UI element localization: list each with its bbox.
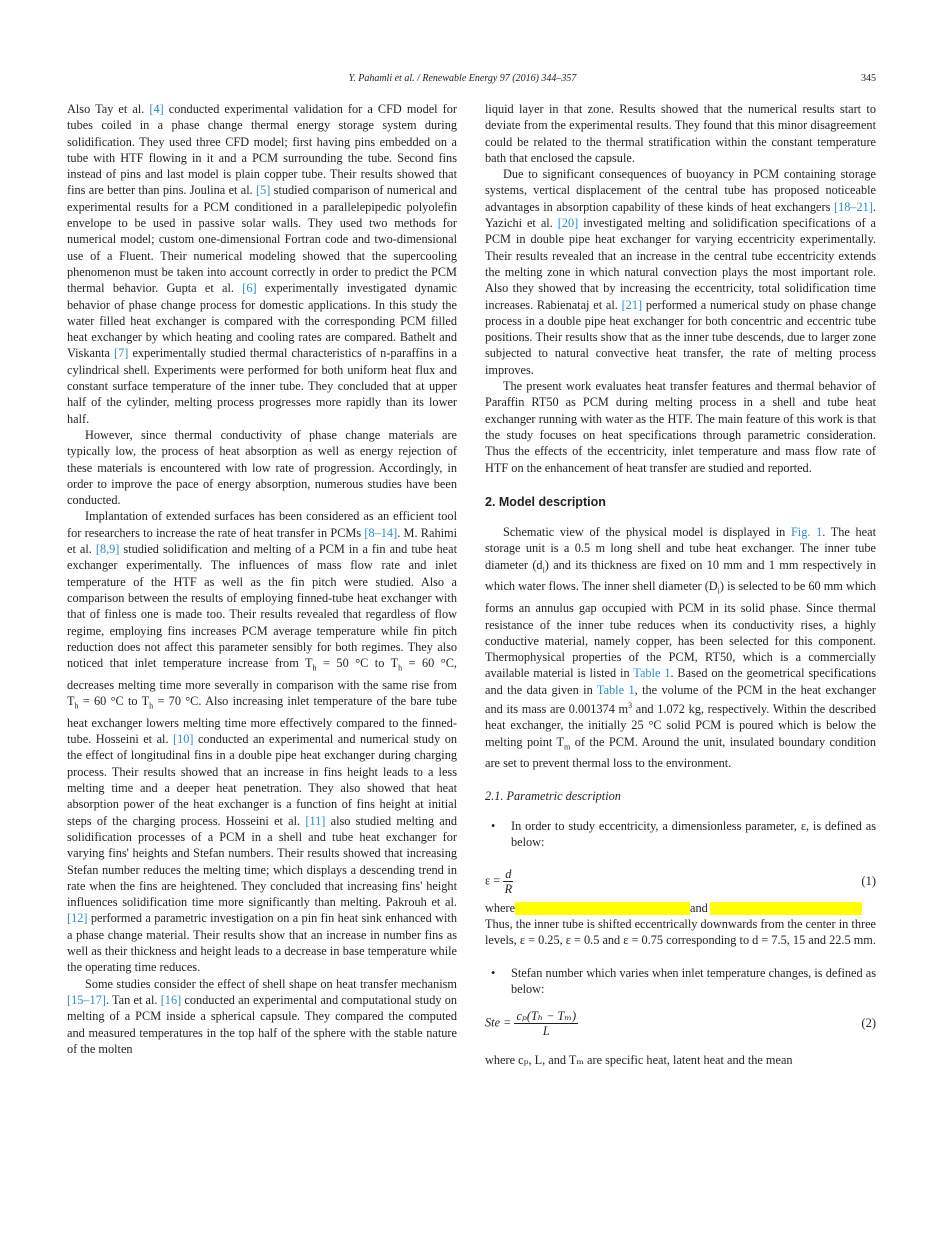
where-line: where and <box>485 900 876 916</box>
equation-lhs: Ste = <box>485 1015 512 1030</box>
figure-link[interactable]: Fig. 1 <box>790 525 823 540</box>
citation-link[interactable]: [12] <box>67 911 88 926</box>
section-heading: 2. Model description <box>485 494 606 509</box>
table-link[interactable]: Table 1 <box>633 666 671 681</box>
equation-2 <box>485 1009 876 1038</box>
fraction: $\frac{d}{R}$ <box>504 866 513 896</box>
journal-citation: Y. Pahamli et al. / Renewable Energy 97 (2016) 344–357 <box>348 73 577 84</box>
citation-link[interactable]: [15–17] <box>67 992 106 1007</box>
subsection-heading: 2.1. Parametric description <box>485 788 621 803</box>
bullet-icon: • <box>491 819 496 834</box>
citation-link[interactable]: [10] <box>173 732 194 747</box>
paragraph: liquid layer in that zone. Results showed that the numerical results start to deviate from the experimental results. They found that this minor disagreement could be related to the thermal stratification within the constant temperature bath that enclosed the capsule. <box>485 102 876 165</box>
equation-number: (2) <box>861 1016 876 1031</box>
citation-link[interactable]: [18–21] <box>833 199 873 214</box>
citation-link[interactable]: [20] <box>557 216 579 231</box>
right-column <box>485 101 876 1068</box>
paragraph: Due to significant consequences of buoyancy in PCM containing storage systems, vertical displacement of the central tube has proposed noticeable advantages in absorption capability of these kinds of heat exchangers [18–21]. Yazichi et al. [20] investigated melting and solidification specifications of a PCM in double pipe heat exchanger for varying eccentricity experimentally. Their results revealed that an increase in the central tube eccentricity extends the melting zone in which natural convection plays the most important role. Also they showed that by increasing the eccentricity, total solidification time increases. Rabienataj et al. [21] performed a numerical study on phase change process in a double pipe heat exchanger for both concentric and eccentric tube positions. Their results show that as the inner tube descends, due to larger zone subjected to natural convective heat transfer, the rate of melting process improves. <box>485 167 876 377</box>
page-number: 345 <box>861 73 876 84</box>
bullet-item: • Stefan number which varies when inlet temperature changes, is defined as below: <box>485 965 876 998</box>
citation-link[interactable]: [5] <box>256 183 271 198</box>
bullet-icon: • <box>491 965 496 980</box>
paragraph: Thus, the inner tube is shifted eccentrically downwards from the center in three levels, ε = 0.25, ε = 0.5 and ε = 0.75 corresponding to d = 7.5, 15 and 22.5 mm. <box>485 916 876 948</box>
bullet-item: • In order to study eccentricity, a dimensionless parameter, ε, is defined as below: <box>485 818 876 851</box>
table-link[interactable]: Table 1 <box>596 682 635 697</box>
fraction: $\frac{\text{cₚ(Tₕ − Tₘ)}}{L}$ <box>516 1009 577 1039</box>
paragraph: The present work evaluates heat transfer features and thermal behavior of Paraffin RT50 as PCM during melting process in a shell and tube heat exchanger running with water as the HTF. The main feature of this work is that the study focuses on heat specifications through parametric consideration. Thus the effects of the eccentricity, inlet temperature and mass flow rate of HTF on the enhancement of heat transfer are studied and reported. <box>485 379 876 475</box>
citation-link[interactable]: [11] <box>305 813 326 828</box>
paragraph: Implantation of extended surfaces has been considered as an efficient tool for researchers to increase the rate of heat transfer in PCMs [8–14]. M. Rahimi et al. [8,9] studied solidification and melting of a PCM in a fin and tube heat exchanger experimentally. The influences of mass flow rate and inlet temperature of the HTF as well as the fin pitch were studied. Also a comparison between the results of employing finned-tube heat exchanger with that of finless one is made too. Their results revealed that regardless of flow regime, employing fins increases PCM average temperature while fin pitch reduction does not affect this parameter sensibly for both regimes. They also noticed that inlet temperature increase from $T_h = 50$ °C to $T_h = 60$ °C, decreases melting time more severally in comparison with the same rise from $T_h = 60$ °C to $T_h = 70$ °C. Also increasing inlet temperature of the bare tube heat exchanger lowers melting time more effectively compared to the finned-tube. Hosseini et al. [10] conducted an experimental and numerical study on the effect of longitudinal fins in a double pipe heat exchanger during charging process. Their results showed that an increase in fins height leads to a less melting time and a deeper heat penetration. They also showed that heat absorption power of the heat exchanger is a function of fins height at initial steps of the charging process. Hosseini et al. [11] also studied melting and solidification processes of a PCM in a shell and tube heat exchanger for varying fins' heights and Stefan numbers. Their results showed that increasing Stefan number reduces the melting time; which displays a descending trend in rate when the fins are heightened. They concluded that increasing fins' height influences solidification time more significantly than melting. Pakrouh et al. [12] performed a parametric investigation on a pin fin heat sink enhanced with a phase change material. Their results show that an increase in number fins as well as their thickness and height leads to a decrease in base temperature while the operating time reduces. <box>67 509 458 975</box>
paragraph: Schematic view of the physical model is displayed in Fig. 1. The heat storage unit is a 0.5 m long shell and tube heat exchanger. The inner tube diameter $(d_i)$ and its thickness are fixed on 10 mm and 1 mm respectively in which water flows. The inner shell diameter $(D_i)$ is selected to be 60 mm which forms an annulus gap occupied with PCM in its solid phase. Since thermal resistance of the inner tube reduces when its conductivity rises, a highly conductive material, namely copper, has been selected for this component. Thermophysical properties of the PCM, RT50, which is a commercially available material is listed in Table 1. Based on the geometrical specifications and the data given in Table 1, the volume of the PCM in the heat exchanger and its mass are 0.001374 $m^3$ and 1.072 kg, respectively. Within the described heat exchanger, the initially 25 °C solid PCM is poured which is below the melting point $T_m$ of the PCM. Around the unit, insulated boundary condition are set to prevent thermal loss to the environment. <box>485 525 877 771</box>
left-column <box>67 101 457 1057</box>
equation-number: (1) <box>861 873 876 888</box>
citation-link[interactable]: [21] <box>621 297 643 312</box>
running-header <box>0 73 925 91</box>
highlight-mark <box>515 902 690 915</box>
citation-link[interactable]: [8,9] <box>95 542 120 557</box>
paragraph: where cₚ, L, and Tₘ are specific heat, latent heat and the mean <box>485 1053 793 1068</box>
paragraph: Some studies consider the effect of shell shape on heat transfer mechanism [15–17]. Tan et al. [16] conducted an experimental and computational study on melting of a PCM inside a spherical capsule. They compared the computed and measured temperatures in the top half of the sphere with the stable nature of the molten <box>67 976 458 1056</box>
paragraph: However, since thermal conductivity of phase change materials are typically low, the process of heat absorption as well as energy rejection of these materials is encountered with low rate of progression. Accordingly, in order to improve the pace of energy absorption, numerous studies have been conducted. <box>67 427 457 508</box>
citation-link[interactable]: [7] <box>114 346 129 361</box>
paragraph: Also Tay et al. [4] conducted experimental validation for a CFD model for tubes coiled in a phase change thermal energy storage system during solidification. They used three CFD model; first having pins embedded on a tube with HTF flowing in it and a PCM surrounding the tube. Second fins instead of pins and last model is plain copper tube. Their results showed that fins are better than pins. Joulina et al. [5] studied comparison of numerical and experimental results for a PCM conditioned in a parallelepipedic polyolefin envelope to be used in passive solar walls. They used two methods for numerical model; custom one-dimensional Fortran code and two-dimensional use of a Fluent. Their numerical modeling showed that the supercooling phenomenon must be taken into account correctly in order to predict the PCM thermal behavior. Gupta et al. [6] experimentally investigated dynamic behavior of phase change process for domestic applications. In this study the water filled heat exchanger is compared with the corresponding PCM filled heat exchanger by which heating and cooling rates are compared. Bathelt and Viskanta [7] experimentally studied thermal characteristics of n-paraffins in a cylindrical shell. Experiments were performed for both uniform heat flux and constant surface temperature of the inner tube. They concluded that at upper half of the cylinder, melting process progresses more rapidly than its lower half. <box>67 102 458 426</box>
citation-link[interactable]: [6] <box>242 281 257 296</box>
citation-link[interactable]: [4] <box>149 102 164 116</box>
citation-link[interactable]: [8–14] <box>364 525 398 540</box>
equation-1 <box>485 867 876 896</box>
highlight-mark <box>710 902 862 915</box>
equation-lhs: ε = <box>485 872 501 887</box>
citation-link[interactable]: [16] <box>160 992 182 1007</box>
